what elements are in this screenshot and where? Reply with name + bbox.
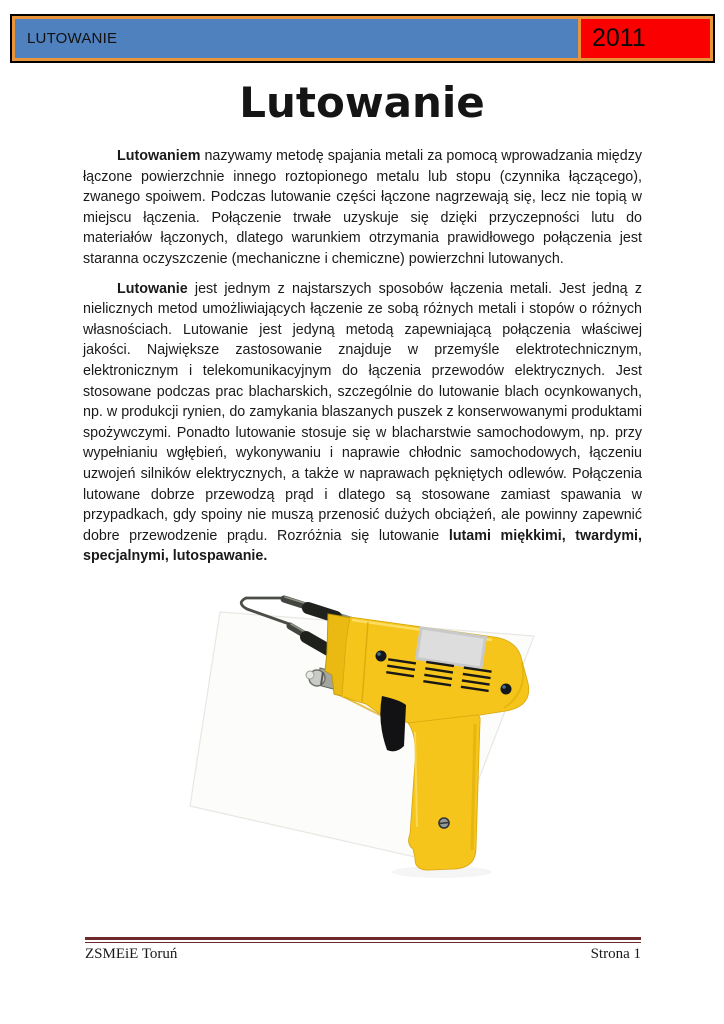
paragraph-1-lead: Lutowaniem — [117, 148, 201, 164]
header-year-cell — [581, 19, 710, 58]
footer-rule — [85, 937, 641, 943]
header-banner-inner — [15, 19, 710, 58]
header-banner — [10, 14, 715, 63]
header-title-cell — [15, 19, 578, 58]
body-text — [83, 146, 642, 576]
paragraph-2-bold-tail: lutami miękkimi, twardymi, specjalnymi, lutospawanie. — [83, 527, 643, 565]
paragraph-2-body: jest jednym z najstarszych sposobów łączenia metali. Jest jedną z nielicznych metod umożliwiających łączenie ze sobą różnych metali i stopów o różnych własnościach. Lutowanie jest jedyną metodą zapewniającą połączenia właściwej jakości. Największe zastosowanie znajduje w przemyśle elektrotechnicznym, elektronicznym i telekomunikacyjnym do łączenia przewodów elektrycznych. Jest stosowane podczas prac blacharskich, szczególnie do lutowanie blach ocynkowanych, np. w produkcji rynien, do zamykania blaszanych puszek z konserwowanymi produktami spożywczymi. Ponadto lutowanie stosuje się w blacharstwie samochodowym, np. przy wypełnianiu wgłębień, wykonywaniu i naprawie chłodnic samochodowych, łączeniu uzwojeń silników elektrycznych, a także w naprawach pękniętych odlewów. Połączenia lutowane dobrze przewodzą prąd i dlatego są stosowane zamiast spawania w przypadkach, gdy spoiny nie muszą przenosić dużych obciążeń, ale powinny zapewnić dobre przewodzenie prądu. Rozróżnia się lutowanie — [83, 280, 642, 544]
paragraph-2-lead: Lutowanie — [117, 280, 188, 297]
paragraph-2 — [83, 279, 642, 567]
footer-page-number: Strona 1 — [590, 946, 641, 962]
footer-row — [85, 946, 641, 963]
paragraph-1-body: nazywamy metodę spajania metali za pomocą wprowadzania między łączone powierzchnie innego roztopionego metalu lub stopu (czynnika łączącego), zwanego spoiwem. Podczas lutowanie części łączone nagrzewają się, lecz nie topią w miejscu łączenia. Połączenie trwałe uzyskuje się dzięki przyczepności lutu do materiałów łączonych, dlatego warunkiem otrzymania prawidłowego połączenia jest staranna oczyszczenie (mechaniczne i chemiczne) powierzchni lutowanych. — [83, 148, 642, 267]
soldering-gun-image — [184, 572, 540, 902]
page-title: Lutowanie — [239, 78, 485, 127]
page-footer — [85, 937, 641, 963]
header-title: LUTOWANIE — [27, 30, 118, 47]
figure-soldering-gun — [184, 572, 540, 902]
footer-school: ZSMEiE Toruń — [85, 946, 178, 962]
paragraph-1 — [83, 146, 642, 270]
gun-handle — [408, 715, 480, 870]
header-year: 2011 — [592, 24, 646, 52]
